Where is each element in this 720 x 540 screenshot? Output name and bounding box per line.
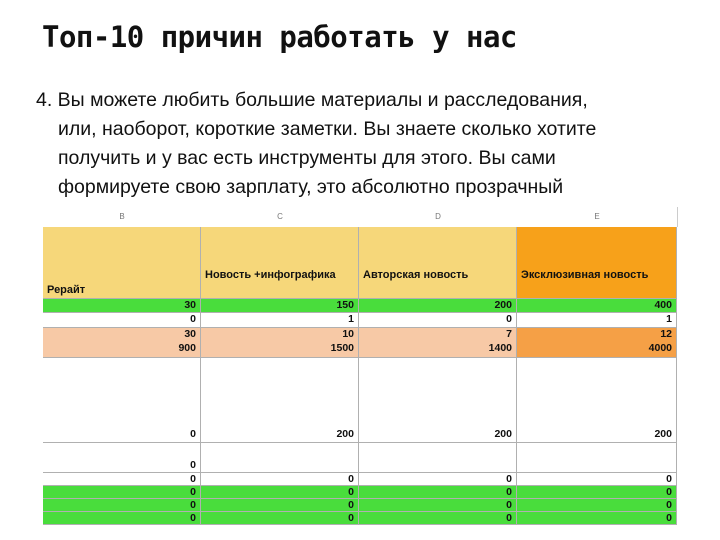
table-cell: 0	[201, 499, 359, 512]
table-cell	[359, 443, 517, 473]
table-cell: 0	[43, 443, 201, 473]
table-cell: 1400	[359, 342, 517, 358]
header-exclusive-news: Эксклюзивная новость	[517, 227, 677, 299]
table-cell: 150	[201, 299, 359, 313]
table-cell: 200	[359, 299, 517, 313]
body-line-2: или, наоборот, короткие заметки. Вы знаете сколько хотите	[58, 118, 597, 140]
table-cell: 0	[517, 499, 677, 512]
table-cell: 0	[359, 499, 517, 512]
table-cell: 200	[517, 358, 677, 443]
table-cell: 7	[359, 328, 517, 342]
table-cell	[517, 443, 677, 473]
table-cell: 0	[43, 473, 201, 486]
slide-body-text	[36, 86, 706, 202]
table-cell: 400	[517, 299, 677, 313]
column-letter-b: B	[43, 207, 202, 227]
table-cell: 0	[359, 512, 517, 525]
table-cell: 10	[201, 328, 359, 342]
table-cell: 0	[43, 313, 201, 328]
table-cell: 0	[43, 358, 201, 443]
body-line-1: 4. Вы можете любить большие материалы и расследования,	[36, 89, 588, 111]
body-line-3: получить и у вас есть инструменты для этого. Вы сами	[58, 147, 556, 169]
table-cell: 1500	[201, 342, 359, 358]
table-cell: 0	[43, 499, 201, 512]
table-cell: 0	[517, 473, 677, 486]
table-cell: 0	[517, 512, 677, 525]
table-cell: 900	[43, 342, 201, 358]
table-cell: 1	[517, 313, 677, 328]
table-cell: 0	[43, 486, 201, 499]
table-cell: 200	[201, 358, 359, 443]
table-cell: 0	[201, 512, 359, 525]
table-cell: 0	[359, 486, 517, 499]
table-cell: 30	[43, 328, 201, 342]
table-cell	[201, 443, 359, 473]
table-cell: 30	[43, 299, 201, 313]
slide-title: Топ-10 причин работать у нас	[42, 20, 517, 54]
header-news-infographic: Новость +инфографика	[201, 227, 359, 299]
table-cell: 0	[359, 313, 517, 328]
table-cell: 0	[201, 473, 359, 486]
header-author-news: Авторская новость	[359, 227, 517, 299]
header-rewrite: Рерайт	[43, 227, 201, 299]
table-cell: 0	[517, 486, 677, 499]
spreadsheet-screenshot	[43, 207, 677, 524]
table-cell: 0	[43, 512, 201, 525]
column-letter-e: E	[517, 207, 678, 227]
table-cell: 12	[517, 328, 677, 342]
table-cell: 1	[201, 313, 359, 328]
column-letter-d: D	[359, 207, 518, 227]
table-cell: 200	[359, 358, 517, 443]
table-cell: 4000	[517, 342, 677, 358]
table-cell: 0	[359, 473, 517, 486]
table-cell: 0	[201, 486, 359, 499]
body-line-4: формируете свою зарплату, это абсолютно прозрачный	[58, 176, 564, 198]
column-letter-c: C	[201, 207, 360, 227]
